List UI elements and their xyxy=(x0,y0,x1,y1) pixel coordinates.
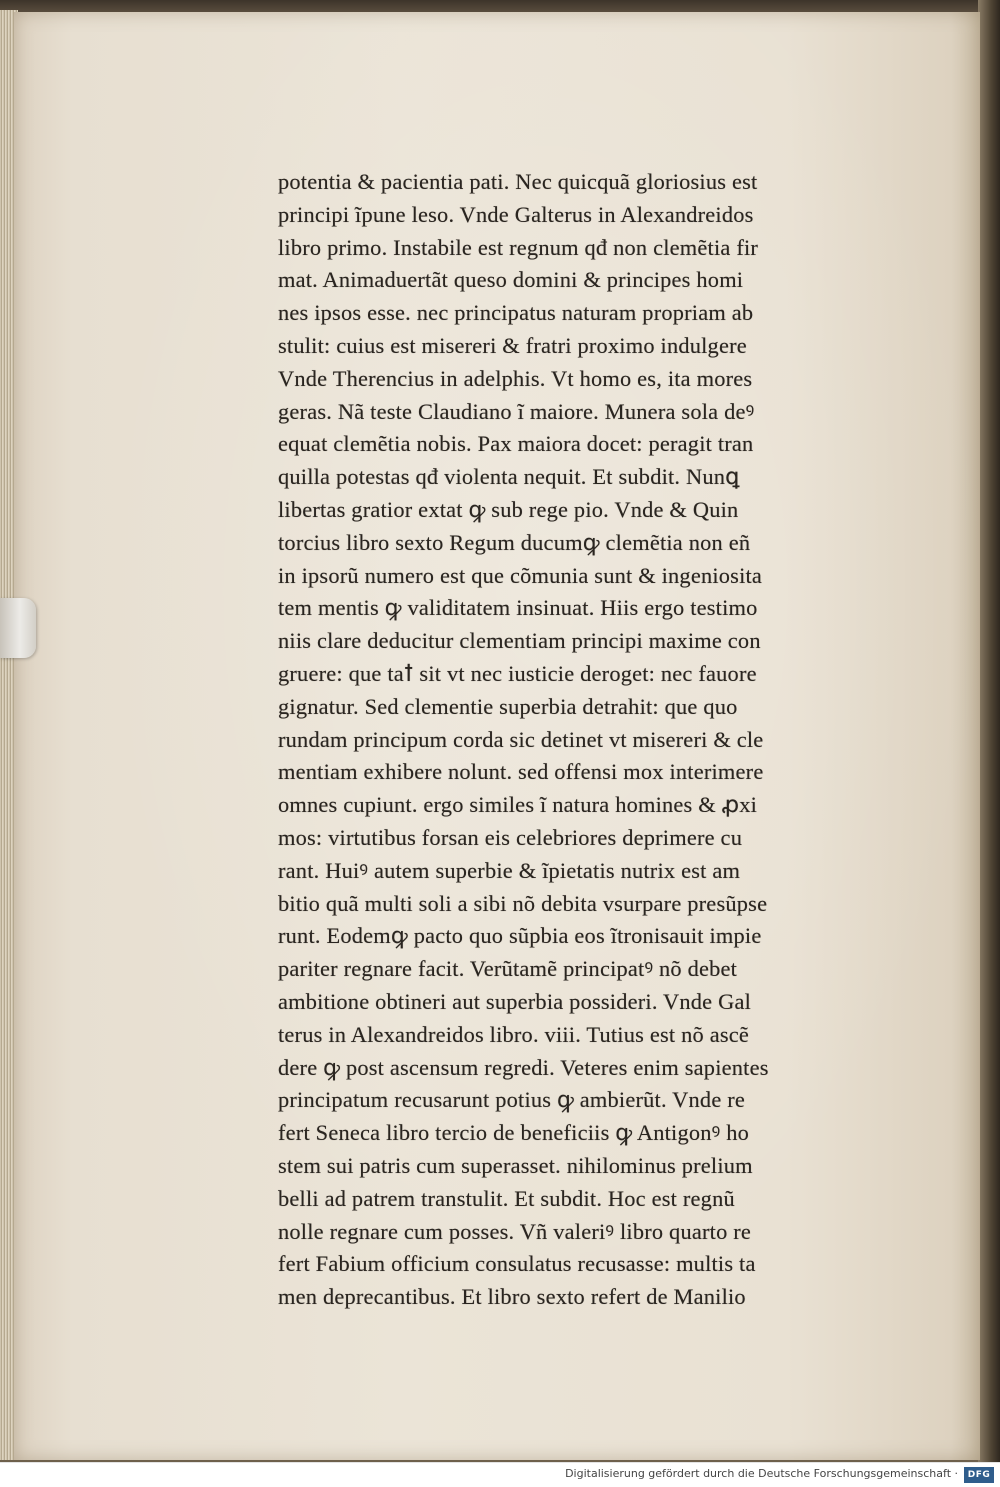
text-line: stem sui patris cum superasset. nihilominus prelium xyxy=(278,1152,753,1178)
text-line: stulit: cuius est misereri & fratri proximo indulgere xyxy=(278,332,747,358)
text-line: libertas gratior extat ꝙ sub rege pio. Vnde & Quin xyxy=(278,496,739,522)
page-clip xyxy=(0,598,36,658)
text-line: gruere: que taꝉ sit vt nec iusticie deroget: nec fauore xyxy=(278,660,757,686)
footer-bar xyxy=(0,1462,1000,1487)
text-line: geras. Nã teste Claudiano ĩ maiore. Munera sola deꝰ xyxy=(278,398,755,424)
text-line: ambitione obtineri aut superbia possideri. Vnde Gal xyxy=(278,988,752,1014)
text-line: men deprecantibus. Et libro sexto refert de Manilio xyxy=(278,1284,746,1310)
text-line: principatum recusarunt potius ꝙ ambierũt. Vnde re xyxy=(278,1087,746,1113)
text-line: principi ĩpune leso. Vnde Galterus in Alexandreidos xyxy=(278,201,754,227)
text-line: mos: virtutibus forsan eis celebriores deprimere cu xyxy=(278,824,743,850)
text-line: fert Seneca libro tercio de beneficiis ꝙ Antigonꝰ ho xyxy=(278,1120,749,1146)
text-line: niis clare deducitur clementiam principi maxime con xyxy=(278,628,761,654)
text-line: rundam principum corda sic detinet vt misereri & cle xyxy=(278,726,764,752)
text-line: nes ipsos esse. nec principatus naturam propriam ab xyxy=(278,300,754,326)
text-line: runt. Eodemꝙ pacto quo sũpbia eos ĩtronisauit impie xyxy=(278,923,762,949)
text-line: Vnde Therencius in adelphis. Vt homo es, ita mores xyxy=(278,365,753,391)
text-line: equat clemẽtia nobis. Pax maiora docet: peragit tran xyxy=(278,431,754,457)
text-line: torcius libro sexto Regum ducumꝙ clemẽtia non eñ xyxy=(278,529,751,555)
text-line: fert Fabium officium consulatus recusasse: multis ta xyxy=(278,1251,756,1277)
text-line: nolle regnare cum posses. Vñ valeriꝰ libro quarto re xyxy=(278,1218,752,1244)
text-line: bitio quã multi soli a sibi nõ debita vsurpare presũpse xyxy=(278,890,768,916)
text-line: belli ad patrem transtulit. Et subdit. Hoc est regnũ xyxy=(278,1185,735,1211)
text-line: tem mentis ꝙ validitatem insinuat. Hiis ergo testimo xyxy=(278,595,758,621)
footer-credit: Digitalisierung gefördert durch die Deutsche Forschungsgemeinschaft · xyxy=(565,1467,958,1480)
board-right-edge xyxy=(978,0,1000,1462)
text-line: pariter regnare facit. Verũtamẽ principatꝰ nõ debet xyxy=(278,956,738,982)
text-line: potentia & pacientia pati. Nec quicquã gloriosius est xyxy=(278,169,758,194)
text-line: mentiam exhibere nolunt. sed offensi mox interimere xyxy=(278,759,764,785)
book-page xyxy=(14,12,980,1460)
printed-text-block xyxy=(278,166,838,1314)
text-line: rant. Huiꝰ autem superbie & ĩpietatis nutrix est am xyxy=(278,857,741,883)
text-line: quilla potestas qđ violenta nequit. Et subdit. Nunꝗ xyxy=(278,464,740,490)
text-line: libro primo. Instabile est regnum qđ non clemẽtia fir xyxy=(278,234,759,260)
text-line: mat. Animaduertãt queso domini & principes homi xyxy=(278,267,744,293)
text-line: dere ꝙ post ascensum regredi. Veteres enim sapientes xyxy=(278,1054,769,1080)
text-line: gignatur. Sed clementie superbia detrahit: que quo xyxy=(278,693,738,719)
dfg-logo[interactable]: DFG xyxy=(964,1467,994,1483)
text-line: terus in Alexandreidos libro. viii. Tutius est nõ ascẽ xyxy=(278,1021,750,1047)
text-line: omnes cupiunt. ergo similes ĩ natura homines & ꝓxi xyxy=(278,792,758,818)
text-line: in ipsorũ numero est que cõmunia sunt & ingeniosita xyxy=(278,562,763,588)
